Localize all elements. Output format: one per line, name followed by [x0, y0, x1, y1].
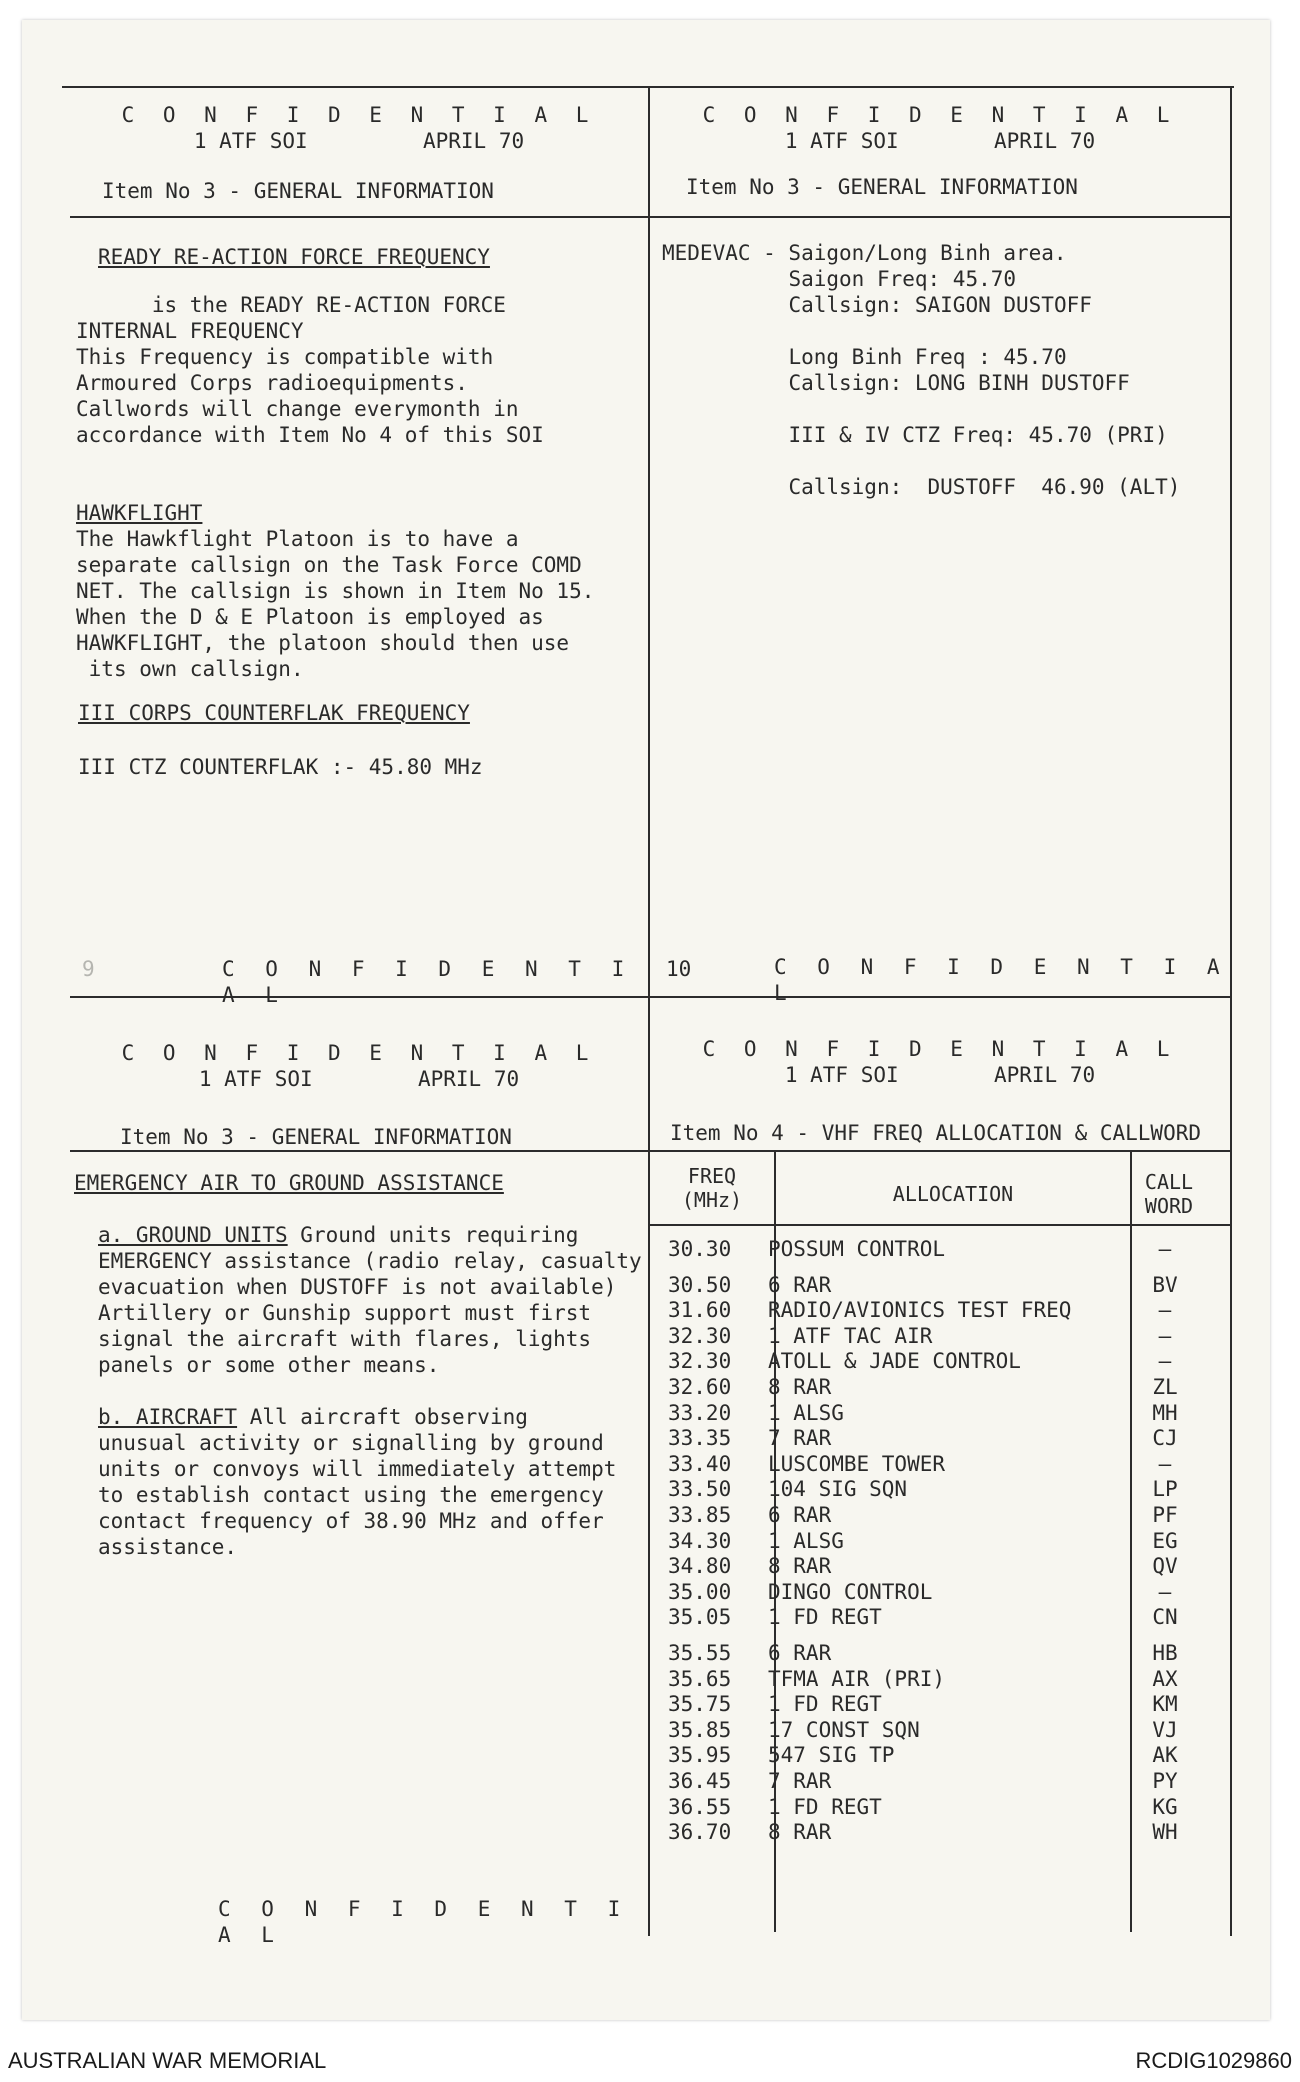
- document-sheet: [22, 20, 1270, 2020]
- table-row: [650, 1666, 1230, 1692]
- bl-para-a-text: Ground units requiring EMERGENCY assistance (radio relay, casualty evacuation when DUSTOFF is not available) Artillery or Gunship support must first signal the aircraft with flares, lights panels or some other means.: [98, 1223, 642, 1377]
- allocation-cell: 1 ATF TAC AIR: [768, 1323, 933, 1348]
- bl-para-b-text: All aircraft observing unusual activity or signalling by ground units or convoys will immediately attempt to establish contact using the emergency contact frequency of 38.90 MHz and offer assistance.: [98, 1405, 617, 1559]
- allocation-cell: 17 CONST SQN: [768, 1717, 920, 1742]
- tr-item-title: Item No 3 - GENERAL INFORMATION: [686, 175, 1078, 199]
- table-row: [650, 1236, 1230, 1262]
- archive-reference: RCDIG1029860: [1135, 2048, 1292, 2073]
- table-row: [650, 1374, 1230, 1400]
- freq-cell: 30.50: [668, 1272, 732, 1297]
- callword-cell: MH: [1152, 1400, 1178, 1425]
- callword-cell: CN: [1152, 1605, 1178, 1630]
- col-header-freq: FREQ (MHz): [681, 1164, 743, 1212]
- bl-item-title: Item No 3 - GENERAL INFORMATION: [120, 1125, 512, 1149]
- allocation-cell: 8 RAR: [768, 1554, 832, 1579]
- allocation-cell: 7 RAR: [768, 1426, 832, 1451]
- table-row: [650, 1640, 1230, 1666]
- table-row: [650, 1451, 1230, 1477]
- top-left-panel: [70, 66, 648, 1007]
- table-row: [650, 1742, 1230, 1768]
- bl-section-title: EMERGENCY AIR TO GROUND ASSISTANCE: [74, 1171, 504, 1195]
- tl-soi: 1 ATF SOI: [193, 129, 308, 153]
- col-header-callword: CALL WORD: [1144, 1170, 1194, 1218]
- bl-para-b: [98, 1404, 648, 1560]
- bl-classification: C O N F I D E N T I A L: [121, 1041, 597, 1065]
- br-header: [650, 1036, 1230, 1088]
- bl-para-b-label: b. AIRCRAFT: [98, 1405, 238, 1429]
- tl-footer-classification: C O N F I D E N T I A L: [222, 957, 634, 1007]
- callword-cell: WH: [1152, 1820, 1178, 1845]
- callword-cell: KG: [1152, 1794, 1178, 1819]
- tr-soi-line: [650, 128, 1230, 154]
- callword-cell: —: [1158, 1349, 1172, 1374]
- table-row: [650, 1553, 1230, 1579]
- allocation-cell: 7 RAR: [768, 1769, 832, 1793]
- br-soi-line: [650, 1062, 1230, 1088]
- allocation-cell: 547 SIG TP: [768, 1743, 895, 1768]
- table-row: [650, 1794, 1230, 1820]
- callword-cell: KM: [1152, 1692, 1178, 1717]
- table-row: [650, 1272, 1230, 1298]
- freq-cell: 35.95: [668, 1743, 732, 1768]
- tl-soi-line: [70, 128, 648, 154]
- bl-soi-line: [70, 1066, 648, 1092]
- freq-cell: 35.05: [668, 1605, 732, 1630]
- tr-footer-classification: C O N F I D E N T I A L: [774, 955, 1229, 1005]
- freq-cell: 35.85: [668, 1717, 732, 1742]
- freq-cell: 36.70: [668, 1820, 732, 1845]
- table-row: [650, 1502, 1230, 1528]
- allocation-cell: 6 RAR: [768, 1641, 832, 1665]
- bl-footer-classification: C O N F I D E N T I A L: [218, 1897, 630, 1947]
- archive-caption: AUSTRALIAN WAR MEMORIAL: [8, 2048, 327, 2073]
- allocation-cell: 1 FD REGT: [768, 1794, 882, 1819]
- table-row: [650, 1348, 1230, 1374]
- tl-rraf-title: READY RE-ACTION FORCE FREQUENCY: [98, 245, 490, 269]
- bl-header: [70, 1040, 648, 1092]
- vhf-freq-table: [650, 1152, 1230, 1932]
- bottom-right-panel: [650, 998, 1230, 1936]
- table-row: [650, 1768, 1230, 1794]
- callword-cell: LP: [1152, 1477, 1178, 1502]
- bottom-left-panel: [70, 998, 648, 1947]
- callword-cell: PF: [1152, 1503, 1178, 1527]
- freq-cell: 33.85: [668, 1503, 732, 1527]
- table-row: [650, 1579, 1230, 1605]
- tl-rraf-body: is the READY RE-ACTION FORCE INTERNAL FREQUENCY This Frequency is compatible with Armoured Corps radioequipments. Callwords will change everymonth in accordance with Item No 4 of this SOI: [76, 293, 544, 447]
- tr-soi: 1 ATF SOI: [784, 129, 899, 153]
- table-row: [650, 1425, 1230, 1451]
- allocation-cell: 6 RAR: [768, 1503, 832, 1527]
- freq-cell: 35.55: [668, 1641, 732, 1665]
- freq-cell: 36.45: [668, 1769, 732, 1793]
- allocation-cell: 104 SIG SQN: [768, 1477, 908, 1502]
- allocation-cell: RADIO/AVIONICS TEST FREQ: [768, 1298, 1072, 1323]
- tl-header: [70, 102, 648, 154]
- freq-cell: 33.50: [668, 1477, 732, 1502]
- right-border: [1230, 86, 1232, 1936]
- allocation-cell: POSSUM CONTROL: [768, 1237, 946, 1261]
- table-row: [650, 1691, 1230, 1717]
- callword-cell: PY: [1152, 1769, 1178, 1793]
- freq-cell: 34.80: [668, 1554, 732, 1579]
- table-row: [650, 1400, 1230, 1426]
- allocation-cell: 6 RAR: [768, 1272, 832, 1297]
- tl-counterflak-body: III CTZ COUNTERFLAK :- 45.80 MHz: [78, 755, 483, 779]
- freq-cell: 36.55: [668, 1794, 732, 1819]
- table-header-rule: [650, 1224, 1230, 1226]
- tl-hawkflight-title: HAWKFLIGHT: [76, 501, 203, 525]
- freq-cell: 35.75: [668, 1692, 732, 1717]
- callword-cell: —: [1158, 1579, 1172, 1604]
- callword-cell: —: [1158, 1298, 1172, 1323]
- freq-cell: 35.00: [668, 1579, 732, 1604]
- allocation-cell: DINGO CONTROL: [768, 1579, 933, 1604]
- tl-item-title: Item No 3 - GENERAL INFORMATION: [102, 179, 494, 203]
- br-soi: 1 ATF SOI: [784, 1063, 899, 1087]
- callword-cell: BV: [1152, 1272, 1178, 1297]
- br-item-title: Item No 4 - VHF FREQ ALLOCATION & CALLWORD: [670, 1121, 1202, 1145]
- callword-cell: HB: [1152, 1641, 1178, 1665]
- freq-cell: 35.65: [668, 1666, 732, 1691]
- tl-page-number: 9: [82, 957, 95, 981]
- allocation-cell: 1 ALSG: [768, 1528, 844, 1553]
- freq-cell: 33.35: [668, 1426, 732, 1451]
- table-row: [650, 1297, 1230, 1323]
- allocation-cell: ATOLL & JADE CONTROL: [768, 1349, 1021, 1374]
- tr-page-number: 10: [666, 957, 692, 981]
- callword-cell: —: [1158, 1323, 1172, 1348]
- bl-date: APRIL 70: [417, 1067, 520, 1091]
- soi-page-frame: [70, 66, 1232, 1947]
- tr-date: APRIL 70: [993, 129, 1096, 153]
- table-row: [650, 1604, 1230, 1630]
- tl-counterflak-title: III CORPS COUNTERFLAK FREQUENCY: [78, 701, 470, 725]
- table-row: [650, 1819, 1230, 1845]
- table-row: [650, 1717, 1230, 1743]
- callword-cell: CJ: [1152, 1426, 1178, 1451]
- freq-cell: 30.30: [668, 1237, 732, 1261]
- tl-date: APRIL 70: [422, 129, 525, 153]
- callword-cell: VJ: [1152, 1717, 1178, 1742]
- allocation-cell: TFMA AIR (PRI): [768, 1666, 946, 1691]
- tr-medevac-block: MEDEVAC - Saigon/Long Binh area. Saigon Freq: 45.70 Callsign: SAIGON DUSTOFF Long Binh Freq : 45.70 Callsign: LONG BINH DUSTOFF III & IV CTZ Freq: 45.70 (PRI) Callsign: DUSTOFF 46.90 (ALT): [662, 241, 1181, 499]
- callword-cell: ZL: [1152, 1375, 1178, 1399]
- callword-cell: AX: [1152, 1666, 1178, 1691]
- allocation-cell: LUSCOMBE TOWER: [768, 1451, 946, 1476]
- tr-header: [650, 102, 1230, 154]
- bl-para-a-label: a. GROUND UNITS: [98, 1223, 288, 1247]
- freq-cell: 34.30: [668, 1528, 732, 1553]
- col-header-allocation: ALLOCATION: [892, 1182, 1014, 1206]
- freq-cell: 32.60: [668, 1375, 732, 1399]
- allocation-cell: 1 FD REGT: [768, 1692, 882, 1717]
- callword-cell: EG: [1152, 1528, 1178, 1553]
- table-row: [650, 1476, 1230, 1502]
- bl-para-a: [98, 1222, 648, 1378]
- br-date: APRIL 70: [993, 1063, 1096, 1087]
- tl-hawkflight-body: The Hawkflight Platoon is to have a separate callsign on the Task Force COMD NET. The callsign is shown in Item No 15. When the D & E Platoon is employed as HAWKFLIGHT, the platoon should then use its own callsign.: [76, 527, 595, 681]
- allocation-cell: 8 RAR: [768, 1820, 832, 1845]
- freq-cell: 32.30: [668, 1323, 732, 1348]
- callword-cell: —: [1158, 1451, 1172, 1476]
- top-right-panel: [650, 66, 1230, 1005]
- table-row: [650, 1528, 1230, 1554]
- allocation-cell: 1 ALSG: [768, 1400, 844, 1425]
- callword-cell: AK: [1152, 1743, 1178, 1768]
- bl-soi: 1 ATF SOI: [198, 1067, 313, 1091]
- freq-cell: 32.30: [668, 1349, 732, 1374]
- callword-cell: QV: [1152, 1554, 1178, 1579]
- callword-cell: —: [1158, 1237, 1172, 1261]
- allocation-cell: 1 FD REGT: [768, 1605, 882, 1630]
- allocation-cell: 8 RAR: [768, 1375, 832, 1399]
- freq-cell: 33.40: [668, 1451, 732, 1476]
- freq-cell: 33.20: [668, 1400, 732, 1425]
- tl-classification: C O N F I D E N T I A L: [121, 103, 597, 127]
- br-classification: C O N F I D E N T I A L: [702, 1037, 1178, 1061]
- tr-classification: C O N F I D E N T I A L: [702, 103, 1178, 127]
- freq-cell: 31.60: [668, 1298, 732, 1323]
- table-row: [650, 1323, 1230, 1349]
